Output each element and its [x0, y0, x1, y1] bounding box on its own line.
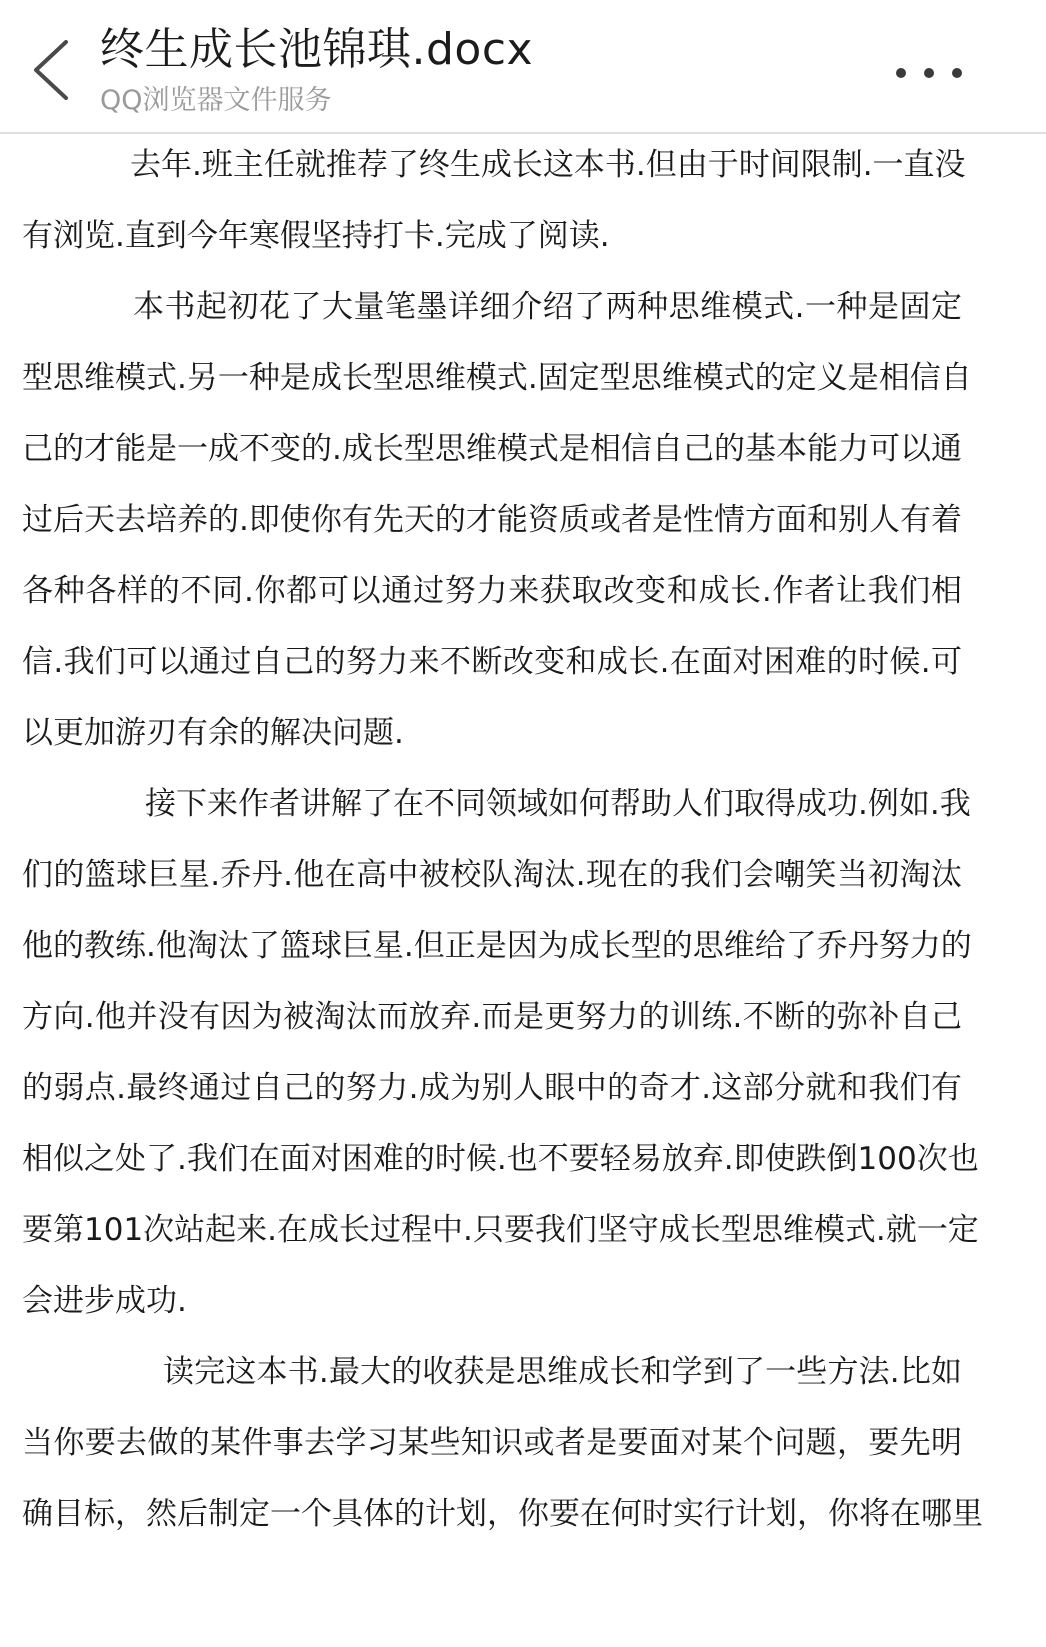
more-horizontal-icon-dot — [896, 68, 906, 78]
paragraph-1-line-2: 有浏览.直到今年寒假坚持打卡.完成了阅读. — [22, 218, 610, 254]
more-horizontal-icon-dot — [952, 68, 962, 78]
back-button[interactable] — [22, 30, 82, 110]
paragraph-2-line-5: 各种各样的不同.你都可以通过努力来获取改变和成长.作者让我们相 — [22, 573, 962, 609]
paragraph-1-line-1: 去年.班主任就推荐了终生成长这本书.但由于时间限制.一直没 — [130, 147, 966, 183]
more-options-button[interactable] — [896, 56, 962, 90]
paragraph-3-line-3: 他的教练.他淘汰了篮球巨星.但正是因为成长型的思维给了乔丹努力的 — [22, 928, 972, 964]
document-body[interactable] — [0, 134, 1046, 1647]
paragraph-2-line-2: 型思维模式.另一种是成长型思维模式.固定型思维模式的定义是相信自 — [22, 360, 972, 396]
paragraph-3-line-2: 们的篮球巨星.乔丹.他在高中被校队淘汰.现在的我们会嘲笑当初淘汰 — [22, 857, 962, 893]
paragraph-3-line-1: 接下来作者讲解了在不同领域如何帮助人们取得成功.例如.我 — [145, 786, 971, 822]
paragraph-3-line-8: 会进步成功. — [22, 1283, 187, 1319]
paragraph-4-line-3: 确目标，然后制定一个具体的计划，你要在何时实行计划，你将在哪里 — [22, 1496, 983, 1532]
paragraph-3-line-6: 相似之处了.我们在面对困难的时候.也不要轻易放弃.即使跌倒100次也 — [22, 1141, 979, 1177]
paragraph-2-line-4: 过后天去培养的.即使你有先天的才能资质或者是性情方面和别人有着 — [22, 502, 962, 538]
paragraph-2-line-7: 以更加游刃有余的解决问题. — [22, 715, 404, 751]
paragraph-2-line-3: 己的才能是一成不变的.成长型思维模式是相信自己的基本能力可以通 — [22, 431, 962, 467]
paragraph-4-line-1: 读完这本书.最大的收获是思维成长和学到了一些方法.比如 — [163, 1354, 962, 1390]
paragraph-2-line-6: 信.我们可以通过自己的努力来不断改变和成长.在面对困难的时候.可 — [22, 644, 962, 680]
chevron-left-icon — [22, 30, 82, 110]
paragraph-3-line-7: 要第101次站起来.在成长过程中.只要我们坚守成长型思维模式.就一定 — [22, 1212, 979, 1248]
paragraph-3-line-5: 的弱点.最终通过自己的努力.成为别人眼中的奇才.这部分就和我们有 — [22, 1070, 962, 1106]
app-header — [0, 0, 1046, 134]
paragraph-4-line-2: 当你要去做的某件事去学习某些知识或者是要面对某个问题，要先明 — [22, 1425, 962, 1461]
paragraph-3-line-4: 方向.他并没有因为被淘汰而放弃.而是更努力的训练.不断的弥补自己 — [22, 999, 962, 1035]
more-horizontal-icon-dot — [924, 68, 934, 78]
document-source-subtitle: QQ浏览器文件服务 — [100, 85, 332, 116]
document-title: 终生成长池锦琪.docx — [100, 24, 534, 75]
paragraph-2-line-1: 本书起初花了大量笔墨详细介绍了两种思维模式.一种是固定 — [133, 289, 962, 325]
